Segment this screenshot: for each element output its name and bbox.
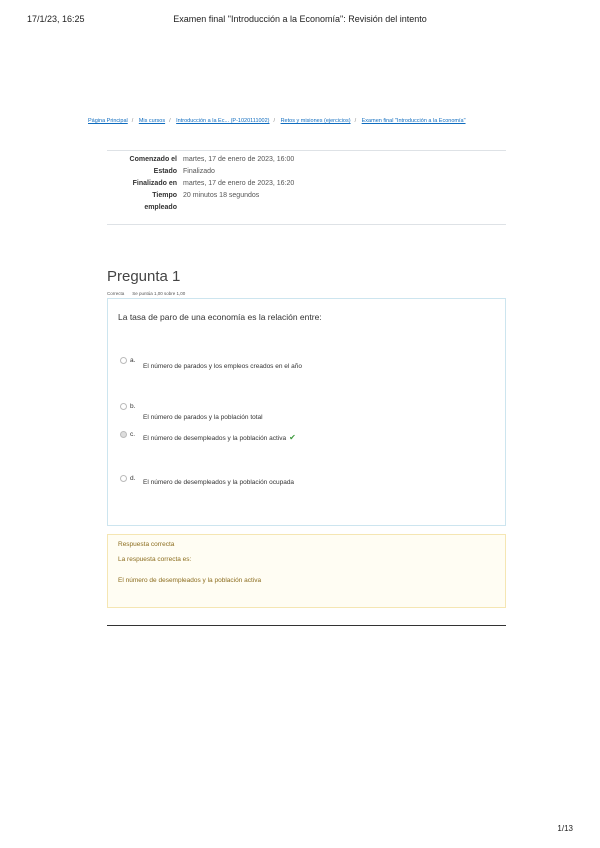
question-text: La tasa de paro de una economía es la relación entre: [118, 312, 322, 322]
finished-value: martes, 17 de enero de 2023, 16:20 [183, 180, 295, 187]
print-date: 17/1/23, 16:25 [27, 14, 85, 24]
question-score: Se puntúa 1,00 sobre 1,00 [132, 291, 186, 296]
feedback-correct-intro: La respuesta correcta es: [118, 556, 192, 563]
option-c[interactable]: c. El número de desempleados y la población activa ✔ [120, 431, 135, 438]
feedback-result: Respuesta correcta [118, 541, 175, 548]
radio-selected-icon[interactable] [120, 431, 127, 438]
started-value: martes, 17 de enero de 2023, 16:00 [183, 156, 295, 163]
breadcrumb-quiz[interactable]: Examen final "Introducción a la Economía" [361, 118, 466, 124]
option-text-c: El número de desempleados y la población activa ✔ [143, 433, 296, 442]
divider [107, 625, 506, 626]
time-label: Tiempo empleado [144, 192, 177, 211]
feedback-box [107, 534, 506, 608]
feedback-correct-answer: El número de desempleados y la población activa [118, 577, 262, 584]
breadcrumb-home[interactable]: Página Principal [88, 118, 128, 124]
page-number: 1/13 [557, 824, 573, 833]
option-d[interactable]: d. El número de desempleados y la población ocupada [120, 475, 135, 482]
radio-icon[interactable] [120, 403, 127, 410]
option-b[interactable]: b. El número de parados y la población total [120, 403, 135, 410]
breadcrumb: Página Principal / Mis cursos / Introducción a la Ec... (P-1020111002) / Retos y misiones (ejercicios) / Examen final "Introducción a la Economía" [88, 118, 466, 124]
print-title: Examen final "Introducción a la Economía": Revisión del intento [173, 14, 427, 24]
question-box [107, 298, 506, 526]
attempt-summary [107, 150, 506, 225]
question-state: Correcta [107, 291, 125, 296]
option-text: El número de parados y la población total [143, 414, 263, 421]
time-value: 20 minutos 18 segundos [183, 192, 260, 199]
option-text: El número de desempleados y la población ocupada [143, 479, 295, 486]
finished-label: Finalizado en [132, 180, 177, 187]
state-value: Finalizado [183, 168, 215, 175]
started-label: Comenzado el [129, 156, 177, 163]
state-label: Estado [153, 168, 177, 175]
breadcrumb-my-courses[interactable]: Mis cursos [138, 118, 166, 124]
radio-icon[interactable] [120, 475, 127, 482]
breadcrumb-course[interactable]: Introducción a la Ec... (P-1020111002) [176, 118, 270, 124]
breadcrumb-section[interactable]: Retos y misiones (ejercicios) [280, 118, 351, 124]
option-a[interactable]: a. El número de parados y los empleos creados en el año [120, 357, 135, 364]
radio-icon[interactable] [120, 357, 127, 364]
option-text: El número de parados y los empleos creados en el año [143, 363, 302, 370]
question-status [107, 291, 193, 296]
question-title: Pregunta 1 [107, 268, 181, 285]
check-icon: ✔ [289, 433, 296, 442]
